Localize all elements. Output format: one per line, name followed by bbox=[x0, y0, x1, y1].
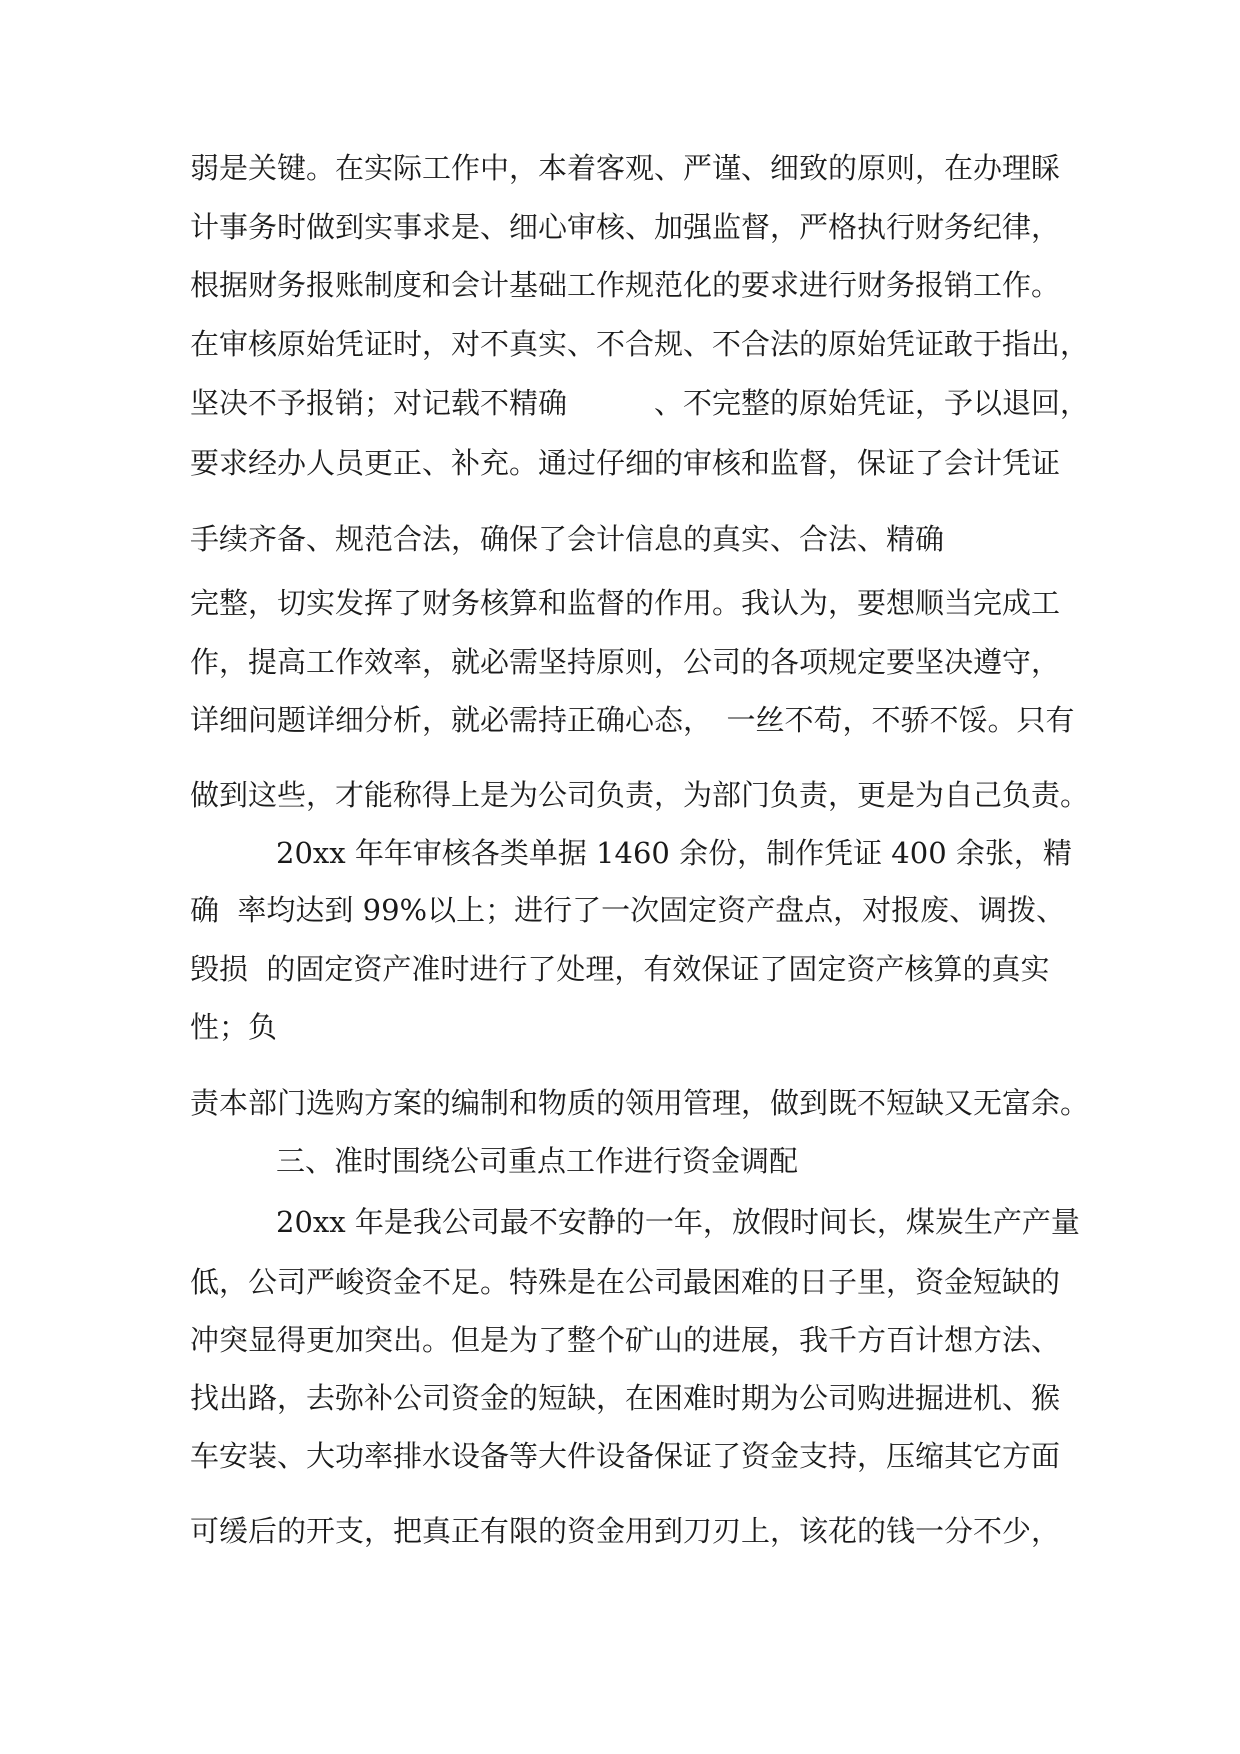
paragraph-first-line: 20xx 年年审核各类单据 1460 余份，制作凭证 400 余张，精 bbox=[276, 836, 1072, 870]
text-line: 做到这些，才能称得上是为公司负责，为部门负责，更是为自己负责。 bbox=[190, 778, 1090, 812]
text-line: 车安装、大功率排水设备等大件设备保证了资金支持，压缩其它方面 bbox=[190, 1439, 1061, 1473]
text-line: 责本部门选购方案的编制和物质的领用管理，做到既不短缺又无富余。 bbox=[190, 1086, 1090, 1120]
text-line: 可缓后的开支，把真正有限的资金用到刀刃上，该花的钱一分不少， bbox=[190, 1514, 1061, 1548]
text-line: 要求经办人员更正、补充。通过仔细的审核和监督，保证了会计凭证 bbox=[190, 446, 1061, 480]
text-line: 找出路，去弥补公司资金的短缺，在困难时期为公司购进掘进机、猴 bbox=[190, 1381, 1061, 1415]
text-line: 作，提高工作效率，就必需坚持原则，公司的各项规定要坚决遵守， bbox=[190, 645, 1061, 679]
text-line: 完整，切实发挥了财务核算和监督的作用。我认为，要想顺当完成工 bbox=[190, 586, 1061, 620]
text-line: 低，公司严峻资金不足。特殊是在公司最困难的日子里，资金短缺的 bbox=[190, 1265, 1061, 1299]
text-line: 冲突显得更加突出。但是为了整个矿山的进展，我千方百计想方法、 bbox=[190, 1323, 1061, 1357]
text-line: 性；负 bbox=[190, 1010, 278, 1044]
text-line: 在审核原始凭证时，对不真实、不合规、不合法的原始凭证敢于指出， bbox=[190, 327, 1090, 361]
text-line: 详细问题详细分析，就必需持正确心态， 一丝不苟，不骄不馁。只有 bbox=[190, 703, 1075, 737]
section-heading: 三、准时围绕公司重点工作进行资金调配 bbox=[276, 1144, 799, 1178]
text-line: 计事务时做到实事求是、细心审核、加强监督，严格执行财务纪律， bbox=[190, 210, 1061, 244]
text-line: 毁损 的固定资产准时进行了处理，有效保证了固定资产核算的真实 bbox=[190, 952, 1050, 986]
text-line: 坚决不予报销；对记载不精确 、不完整的原始凭证，予以退回， bbox=[190, 386, 1090, 420]
text-line: 根据财务报账制度和会计基础工作规范化的要求进行财务报销工作。 bbox=[190, 268, 1061, 302]
text-line: 确 率均达到 99%以上；进行了一次固定资产盘点，对报废、调拨、 bbox=[190, 893, 1066, 927]
paragraph-first-line: 20xx 年是我公司最不安静的一年，放假时间长，煤炭生产产量 bbox=[276, 1205, 1080, 1239]
text-line: 弱是关键。在实际工作中，本着客观、严谨、细致的原则，在办理睬 bbox=[190, 151, 1061, 185]
text-line: 手续齐备、规范合法，确保了会计信息的真实、合法、精确 bbox=[190, 522, 945, 556]
